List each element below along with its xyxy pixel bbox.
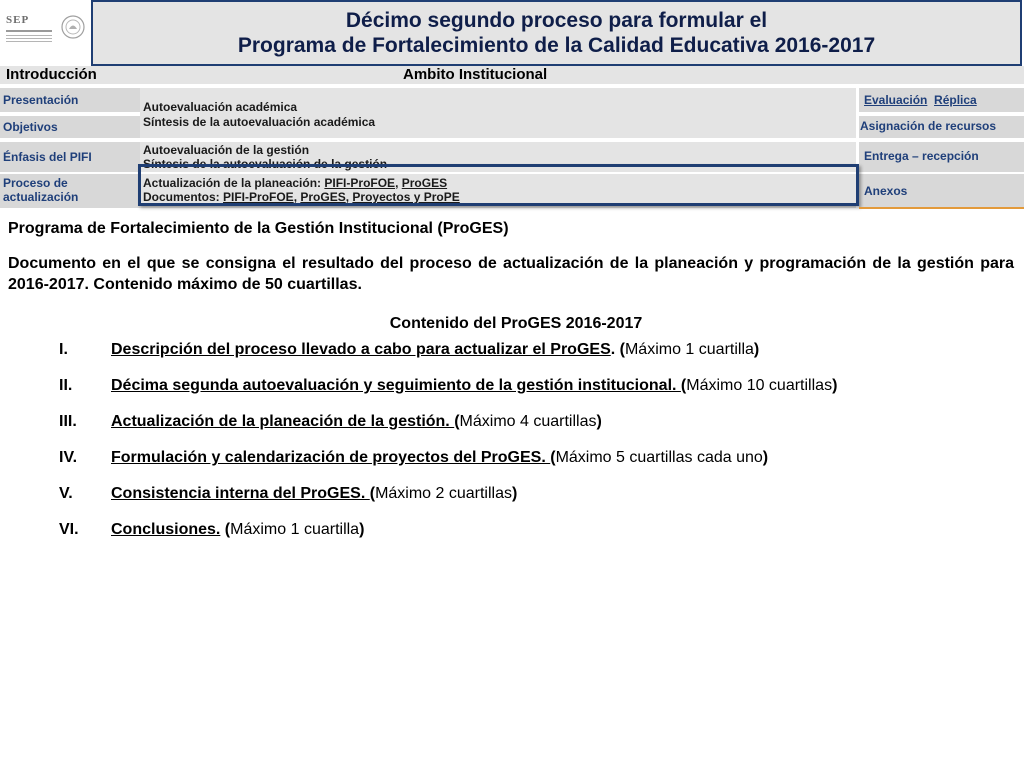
- nav-proceso-label-1: Proceso de: [3, 176, 68, 190]
- sep-logo: [0, 0, 92, 66]
- nav-enfasis-label: Énfasis del PIFI: [3, 150, 92, 164]
- list-item-link[interactable]: Actualización de la planeación de la gestión.: [111, 413, 455, 430]
- nav-sintesis-academica[interactable]: Síntesis de la autoevaluación académica: [143, 115, 376, 129]
- list-item-note: Máximo 10 cuartillas: [686, 377, 833, 394]
- nav-anexos[interactable]: [859, 174, 1024, 208]
- list-item: II. Décima segunda autoevaluación y seguimiento de la gestión institucional. (Máximo 10 cuartillas): [59, 377, 838, 394]
- nav-autoevaluacion-gestion: [140, 142, 856, 172]
- nav-autoeval-gestion[interactable]: Autoevaluación de la gestión: [143, 143, 310, 157]
- link-evaluacion[interactable]: Evaluación: [864, 93, 928, 107]
- list-item-number: VI.: [59, 521, 79, 538]
- list-item: VI. Conclusiones. (Máximo 1 cuartilla): [59, 521, 365, 538]
- list-item-note: Máximo 2 cuartillas: [375, 485, 512, 502]
- nav-objetivos[interactable]: [0, 116, 140, 138]
- nav-entrega-recepcion[interactable]: [859, 142, 1024, 172]
- sep-wordmark: [6, 14, 54, 44]
- nav-proceso-actualizacion[interactable]: [0, 174, 140, 208]
- nav-actualizacion-planeacion: [140, 174, 856, 208]
- document-heading: Programa de Fortalecimiento de la Gestión Institucional (ProGES): [8, 220, 509, 237]
- section-bar: [0, 66, 1024, 84]
- navigation-grid: [0, 88, 1024, 208]
- list-item-note: Máximo 1 cuartilla: [230, 521, 360, 538]
- nav-documentos-line: Documentos: PIFI-ProFOE, ProGES, Proyectos y ProPE: [143, 190, 460, 204]
- list-item: I. Descripción del proceso llevado a cabo para actualizar el ProGES. (Máximo 1 cuartilla): [59, 341, 760, 358]
- link-replica[interactable]: Réplica: [934, 93, 977, 107]
- intro-link[interactable]: Introducción: [6, 66, 97, 83]
- list-item: IV. Formulación y calendarización de proyectos del ProGES. (Máximo 5 cuartillas cada uno): [59, 449, 769, 466]
- document-subtitle: Contenido del ProGES 2016-2017: [389, 315, 643, 332]
- doc-proges[interactable]: ProGES: [300, 190, 346, 204]
- document-description: Documento en el que se consigna el resultado del proceso de actualización de la planeación y programación de la gestión para 2016-2017. Contenido máximo de 50 cuartillas.: [8, 255, 1014, 293]
- list-item-number: IV.: [59, 449, 78, 466]
- list-item: V. Consistencia interna del ProGES. (Máximo 2 cuartillas): [59, 485, 518, 502]
- nav-entrega-label: Entrega – recepción: [864, 149, 979, 163]
- sep-logo-text: SEP: [6, 14, 30, 26]
- list-item-link[interactable]: Décima segunda autoevaluación y seguimiento de la gestión institucional.: [111, 377, 681, 394]
- list-item-link[interactable]: Consistencia interna del ProGES.: [111, 485, 370, 502]
- document-content: [8, 219, 1014, 556]
- list-item-link[interactable]: Conclusiones.: [111, 521, 221, 538]
- nav-asignacion-recursos[interactable]: [859, 116, 1024, 138]
- nav-actualizacion-line: Actualización de la planeación: PIFI-ProFOE, ProGES: [143, 176, 448, 190]
- list-item-number: I.: [59, 341, 68, 358]
- list-item-link[interactable]: Descripción del proceso llevado a cabo para actualizar el ProGES: [111, 341, 611, 358]
- mexican-seal-icon: [60, 14, 86, 40]
- link-pifi-profoe[interactable]: PIFI-ProFOE: [324, 176, 396, 190]
- contents-list: [8, 340, 1014, 556]
- nav-autoeval-academica[interactable]: Autoevaluación académica: [143, 100, 298, 114]
- link-proges[interactable]: ProGES: [401, 176, 448, 190]
- nav-asignacion-label: Asignación de recursos: [860, 119, 997, 133]
- nav-presentacion[interactable]: [0, 88, 140, 112]
- doc-pifi-profoe[interactable]: PIFI-ProFOE: [223, 190, 294, 204]
- list-item: III. Actualización de la planeación de la gestión. (Máximo 4 cuartillas): [59, 413, 602, 430]
- page-title-box: [91, 0, 1022, 66]
- nav-enfasis-pifi[interactable]: [0, 142, 140, 172]
- list-item-number: II.: [59, 377, 73, 394]
- nav-autoevaluacion-academica: [140, 88, 856, 138]
- page-title-line1: Décimo segundo proceso para formular el: [345, 9, 768, 32]
- list-item-number: V.: [59, 485, 73, 502]
- list-item-note: Máximo 4 cuartillas: [459, 413, 597, 430]
- nav-anexos-label: Anexos: [864, 184, 908, 198]
- page-title-line2: Programa de Fortalecimiento de la Calidad Educativa 2016-2017: [237, 34, 876, 57]
- nav-objetivos-label: Objetivos: [3, 120, 58, 134]
- nav-evaluacion-replica: [859, 88, 1024, 112]
- ambito-label: Ambito Institucional: [403, 66, 548, 83]
- list-item-link[interactable]: Formulación y calendarización de proyectos del ProGES.: [111, 449, 551, 466]
- doc-proyectos-prope[interactable]: Proyectos y ProPE: [352, 190, 460, 204]
- list-item-note: Máximo 5 cuartillas cada uno: [555, 449, 763, 466]
- list-item-note: Máximo 1 cuartilla: [624, 341, 754, 358]
- nav-sintesis-gestion[interactable]: Síntesis de la autoevaluación de la gestión: [143, 157, 388, 171]
- accent-divider: [859, 207, 1024, 209]
- nav-proceso-label-2: actualización: [3, 190, 79, 204]
- list-item-number: III.: [59, 413, 77, 430]
- nav-presentacion-label: Presentación: [3, 93, 79, 107]
